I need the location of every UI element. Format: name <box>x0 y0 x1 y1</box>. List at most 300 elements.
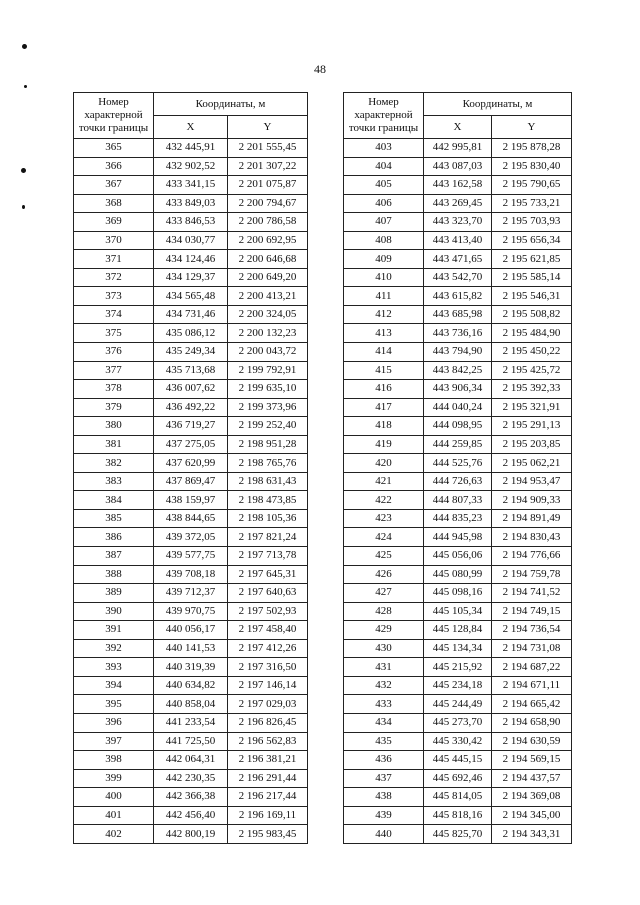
y-coordinate-cell: 2 197 640,63 <box>228 584 308 603</box>
x-coordinate-cell: 442 800,19 <box>154 825 228 844</box>
table-row <box>344 417 572 436</box>
y-coordinate-cell: 2 200 692,95 <box>228 231 308 250</box>
table-row <box>74 528 308 547</box>
table-row <box>74 398 308 417</box>
scan-speck <box>21 168 26 173</box>
table-row <box>344 509 572 528</box>
y-coordinate-cell: 2 194 671,11 <box>492 676 572 695</box>
point-number-cell: 392 <box>74 639 154 658</box>
y-coordinate-cell: 2 194 731,08 <box>492 639 572 658</box>
x-coordinate-cell: 438 159,97 <box>154 491 228 510</box>
y-coordinate-cell: 2 201 075,87 <box>228 176 308 195</box>
table-body-right <box>344 139 572 844</box>
table-row <box>344 732 572 751</box>
point-number-cell: 415 <box>344 361 424 380</box>
y-coordinate-cell: 2 197 821,24 <box>228 528 308 547</box>
x-coordinate-cell: 445 105,34 <box>424 602 492 621</box>
point-number-cell: 389 <box>74 584 154 603</box>
point-number-cell: 404 <box>344 157 424 176</box>
table-row <box>344 176 572 195</box>
point-number-cell: 410 <box>344 268 424 287</box>
y-coordinate-cell: 2 200 043,72 <box>228 343 308 362</box>
y-coordinate-cell: 2 194 437,57 <box>492 769 572 788</box>
x-coordinate-cell: 444 098,95 <box>424 417 492 436</box>
point-number-cell: 413 <box>344 324 424 343</box>
y-coordinate-cell: 2 194 658,90 <box>492 713 572 732</box>
point-number-cell: 426 <box>344 565 424 584</box>
point-number-cell: 419 <box>344 435 424 454</box>
point-number-cell: 439 <box>344 806 424 825</box>
y-coordinate-cell: 2 200 786,58 <box>228 213 308 232</box>
x-coordinate-cell: 443 615,82 <box>424 287 492 306</box>
x-coordinate-cell: 436 492,22 <box>154 398 228 417</box>
table-row <box>344 621 572 640</box>
point-number-cell: 411 <box>344 287 424 306</box>
x-coordinate-cell: 437 275,05 <box>154 435 228 454</box>
x-coordinate-cell: 445 215,92 <box>424 658 492 677</box>
point-number-cell: 375 <box>74 324 154 343</box>
table-row <box>344 361 572 380</box>
y-coordinate-cell: 2 194 343,31 <box>492 825 572 844</box>
x-coordinate-cell: 444 525,76 <box>424 454 492 473</box>
x-coordinate-cell: 442 995,81 <box>424 139 492 158</box>
point-number-cell: 420 <box>344 454 424 473</box>
scan-speck <box>22 205 25 209</box>
y-coordinate-cell: 2 196 291,44 <box>228 769 308 788</box>
table-row <box>74 194 308 213</box>
y-coordinate-cell: 2 200 794,67 <box>228 194 308 213</box>
y-coordinate-cell: 2 194 749,15 <box>492 602 572 621</box>
y-coordinate-cell: 2 194 345,00 <box>492 806 572 825</box>
y-coordinate-cell: 2 195 425,72 <box>492 361 572 380</box>
y-coordinate-cell: 2 195 484,90 <box>492 324 572 343</box>
point-number-cell: 406 <box>344 194 424 213</box>
point-number-cell: 378 <box>74 380 154 399</box>
x-coordinate-cell: 444 259,85 <box>424 435 492 454</box>
point-number-cell: 369 <box>74 213 154 232</box>
table-row <box>344 305 572 324</box>
table-row <box>74 547 308 566</box>
table-row <box>344 435 572 454</box>
point-number-cell: 394 <box>74 676 154 695</box>
table-row <box>344 658 572 677</box>
table-row <box>344 825 572 844</box>
x-coordinate-cell: 443 736,16 <box>424 324 492 343</box>
y-coordinate-cell: 2 198 765,76 <box>228 454 308 473</box>
point-number-cell: 405 <box>344 176 424 195</box>
point-number-cell: 381 <box>74 435 154 454</box>
y-coordinate-cell: 2 195 392,33 <box>492 380 572 399</box>
table-row <box>344 139 572 158</box>
x-coordinate-cell: 445 134,34 <box>424 639 492 658</box>
table-row <box>74 658 308 677</box>
table-row <box>344 454 572 473</box>
table-row <box>344 472 572 491</box>
table-row <box>344 380 572 399</box>
y-coordinate-cell: 2 199 792,91 <box>228 361 308 380</box>
x-coordinate-cell: 437 620,99 <box>154 454 228 473</box>
point-number-cell: 396 <box>74 713 154 732</box>
x-coordinate-cell: 444 040,24 <box>424 398 492 417</box>
y-coordinate-cell: 2 197 713,78 <box>228 547 308 566</box>
y-coordinate-cell: 2 195 321,91 <box>492 398 572 417</box>
y-coordinate-cell: 2 194 569,15 <box>492 751 572 770</box>
y-coordinate-cell: 2 195 546,31 <box>492 287 572 306</box>
point-number-cell: 432 <box>344 676 424 695</box>
table-row <box>344 806 572 825</box>
table-row <box>74 417 308 436</box>
y-coordinate-cell: 2 194 891,49 <box>492 509 572 528</box>
y-coordinate-cell: 2 201 307,22 <box>228 157 308 176</box>
y-coordinate-cell: 2 197 458,40 <box>228 621 308 640</box>
x-coordinate-cell: 435 086,12 <box>154 324 228 343</box>
table-row <box>74 584 308 603</box>
y-coordinate-cell: 2 200 324,05 <box>228 305 308 324</box>
point-number-cell: 401 <box>74 806 154 825</box>
y-coordinate-cell: 2 197 412,26 <box>228 639 308 658</box>
y-coordinate-cell: 2 195 203,85 <box>492 435 572 454</box>
page-number: 48 <box>314 62 326 76</box>
table-row <box>74 213 308 232</box>
table-row <box>344 695 572 714</box>
x-coordinate-cell: 445 244,49 <box>424 695 492 714</box>
table-row <box>74 565 308 584</box>
point-number-cell: 400 <box>74 788 154 807</box>
table-row <box>344 676 572 695</box>
point-number-cell: 383 <box>74 472 154 491</box>
y-coordinate-cell: 2 198 105,36 <box>228 509 308 528</box>
x-coordinate-cell: 434 565,48 <box>154 287 228 306</box>
table-row <box>74 751 308 770</box>
point-number-cell: 409 <box>344 250 424 269</box>
table-row <box>74 491 308 510</box>
x-coordinate-cell: 445 080,99 <box>424 565 492 584</box>
point-number-cell: 417 <box>344 398 424 417</box>
point-number-cell: 388 <box>74 565 154 584</box>
table-row <box>74 361 308 380</box>
table-row <box>344 788 572 807</box>
table-row <box>74 343 308 362</box>
table-row <box>344 751 572 770</box>
x-coordinate-cell: 443 162,58 <box>424 176 492 195</box>
y-coordinate-cell: 2 197 502,93 <box>228 602 308 621</box>
y-coordinate-cell: 2 194 369,08 <box>492 788 572 807</box>
y-coordinate-cell: 2 195 062,21 <box>492 454 572 473</box>
table-row <box>74 639 308 658</box>
y-coordinate-cell: 2 195 585,14 <box>492 268 572 287</box>
point-number-cell: 395 <box>74 695 154 714</box>
point-number-cell: 367 <box>74 176 154 195</box>
table-row <box>74 509 308 528</box>
x-coordinate-cell: 445 056,06 <box>424 547 492 566</box>
table-body-left <box>74 139 308 844</box>
x-coordinate-cell: 445 825,70 <box>424 825 492 844</box>
table-row <box>344 565 572 584</box>
x-coordinate-cell: 445 128,84 <box>424 621 492 640</box>
y-coordinate-cell: 2 200 413,21 <box>228 287 308 306</box>
y-coordinate-cell: 2 197 645,31 <box>228 565 308 584</box>
point-number-cell: 435 <box>344 732 424 751</box>
x-coordinate-cell: 445 273,70 <box>424 713 492 732</box>
table-row <box>74 287 308 306</box>
point-number-cell: 407 <box>344 213 424 232</box>
point-number-cell: 436 <box>344 751 424 770</box>
x-coordinate-cell: 440 858,04 <box>154 695 228 714</box>
x-coordinate-cell: 443 323,70 <box>424 213 492 232</box>
header-coordinates: Координаты, м <box>424 93 572 116</box>
y-coordinate-cell: 2 195 508,82 <box>492 305 572 324</box>
x-coordinate-cell: 432 902,52 <box>154 157 228 176</box>
y-coordinate-cell: 2 194 741,52 <box>492 584 572 603</box>
x-coordinate-cell: 442 230,35 <box>154 769 228 788</box>
point-number-cell: 376 <box>74 343 154 362</box>
table-row <box>74 435 308 454</box>
point-number-cell: 412 <box>344 305 424 324</box>
table-row <box>344 769 572 788</box>
coordinates-table-right <box>343 92 572 844</box>
table-row <box>74 231 308 250</box>
x-coordinate-cell: 442 456,40 <box>154 806 228 825</box>
y-coordinate-cell: 2 194 909,33 <box>492 491 572 510</box>
x-coordinate-cell: 445 098,16 <box>424 584 492 603</box>
y-coordinate-cell: 2 194 830,43 <box>492 528 572 547</box>
y-coordinate-cell: 2 200 646,68 <box>228 250 308 269</box>
x-coordinate-cell: 442 366,38 <box>154 788 228 807</box>
table-row <box>74 788 308 807</box>
point-number-cell: 391 <box>74 621 154 640</box>
header-y: Y <box>492 116 572 139</box>
table-row <box>74 250 308 269</box>
table-row <box>74 676 308 695</box>
table-row <box>344 268 572 287</box>
x-coordinate-cell: 439 970,75 <box>154 602 228 621</box>
x-coordinate-cell: 442 064,31 <box>154 751 228 770</box>
x-coordinate-cell: 437 869,47 <box>154 472 228 491</box>
point-number-cell: 398 <box>74 751 154 770</box>
point-number-cell: 366 <box>74 157 154 176</box>
x-coordinate-cell: 443 471,65 <box>424 250 492 269</box>
x-coordinate-cell: 439 712,37 <box>154 584 228 603</box>
point-number-cell: 427 <box>344 584 424 603</box>
point-number-cell: 385 <box>74 509 154 528</box>
table-row <box>344 528 572 547</box>
header-y: Y <box>228 116 308 139</box>
x-coordinate-cell: 434 124,46 <box>154 250 228 269</box>
table-row <box>74 732 308 751</box>
x-coordinate-cell: 445 234,18 <box>424 676 492 695</box>
y-coordinate-cell: 2 198 473,85 <box>228 491 308 510</box>
coordinates-table-left <box>73 92 308 844</box>
point-number-cell: 387 <box>74 547 154 566</box>
x-coordinate-cell: 435 713,68 <box>154 361 228 380</box>
point-number-cell: 418 <box>344 417 424 436</box>
table-row <box>344 547 572 566</box>
point-number-cell: 431 <box>344 658 424 677</box>
table-row <box>74 825 308 844</box>
point-number-cell: 440 <box>344 825 424 844</box>
y-coordinate-cell: 2 200 649,20 <box>228 268 308 287</box>
point-number-cell: 390 <box>74 602 154 621</box>
y-coordinate-cell: 2 194 736,54 <box>492 621 572 640</box>
header-x: X <box>154 116 228 139</box>
x-coordinate-cell: 445 330,42 <box>424 732 492 751</box>
y-coordinate-cell: 2 196 381,21 <box>228 751 308 770</box>
table-row <box>344 584 572 603</box>
x-coordinate-cell: 441 233,54 <box>154 713 228 732</box>
point-number-cell: 414 <box>344 343 424 362</box>
table-row <box>344 491 572 510</box>
point-number-cell: 425 <box>344 547 424 566</box>
table-row <box>344 602 572 621</box>
x-coordinate-cell: 444 726,63 <box>424 472 492 491</box>
y-coordinate-cell: 2 195 703,93 <box>492 213 572 232</box>
x-coordinate-cell: 443 685,98 <box>424 305 492 324</box>
x-coordinate-cell: 439 372,05 <box>154 528 228 547</box>
y-coordinate-cell: 2 195 733,21 <box>492 194 572 213</box>
point-number-cell: 374 <box>74 305 154 324</box>
x-coordinate-cell: 445 692,46 <box>424 769 492 788</box>
point-number-cell: 379 <box>74 398 154 417</box>
y-coordinate-cell: 2 196 217,44 <box>228 788 308 807</box>
table-row <box>344 343 572 362</box>
x-coordinate-cell: 432 445,91 <box>154 139 228 158</box>
y-coordinate-cell: 2 195 656,34 <box>492 231 572 250</box>
x-coordinate-cell: 444 945,98 <box>424 528 492 547</box>
y-coordinate-cell: 2 195 291,13 <box>492 417 572 436</box>
table-row <box>344 398 572 417</box>
y-coordinate-cell: 2 201 555,45 <box>228 139 308 158</box>
table-row <box>74 806 308 825</box>
point-number-cell: 424 <box>344 528 424 547</box>
x-coordinate-cell: 434 731,46 <box>154 305 228 324</box>
y-coordinate-cell: 2 200 132,23 <box>228 324 308 343</box>
table-row <box>74 176 308 195</box>
x-coordinate-cell: 441 725,50 <box>154 732 228 751</box>
y-coordinate-cell: 2 196 562,83 <box>228 732 308 751</box>
point-number-cell: 382 <box>74 454 154 473</box>
x-coordinate-cell: 440 141,53 <box>154 639 228 658</box>
point-number-cell: 403 <box>344 139 424 158</box>
table-row <box>344 157 572 176</box>
point-number-cell: 393 <box>74 658 154 677</box>
y-coordinate-cell: 2 195 790,65 <box>492 176 572 195</box>
point-number-cell: 365 <box>74 139 154 158</box>
x-coordinate-cell: 439 577,75 <box>154 547 228 566</box>
y-coordinate-cell: 2 197 316,50 <box>228 658 308 677</box>
y-coordinate-cell: 2 196 826,45 <box>228 713 308 732</box>
point-number-cell: 368 <box>74 194 154 213</box>
point-number-cell: 402 <box>74 825 154 844</box>
x-coordinate-cell: 433 849,03 <box>154 194 228 213</box>
table-row <box>344 287 572 306</box>
x-coordinate-cell: 444 835,23 <box>424 509 492 528</box>
table-row <box>74 621 308 640</box>
x-coordinate-cell: 433 341,15 <box>154 176 228 195</box>
y-coordinate-cell: 2 197 146,14 <box>228 676 308 695</box>
x-coordinate-cell: 440 634,82 <box>154 676 228 695</box>
header-coordinates: Координаты, м <box>154 93 308 116</box>
point-number-cell: 399 <box>74 769 154 788</box>
y-coordinate-cell: 2 195 983,45 <box>228 825 308 844</box>
x-coordinate-cell: 443 542,70 <box>424 268 492 287</box>
table-row <box>74 769 308 788</box>
x-coordinate-cell: 436 007,62 <box>154 380 228 399</box>
x-coordinate-cell: 433 846,53 <box>154 213 228 232</box>
table-row <box>344 231 572 250</box>
table-row <box>344 324 572 343</box>
point-number-cell: 384 <box>74 491 154 510</box>
x-coordinate-cell: 444 807,33 <box>424 491 492 510</box>
x-coordinate-cell: 443 413,40 <box>424 231 492 250</box>
table-row <box>74 602 308 621</box>
x-coordinate-cell: 443 842,25 <box>424 361 492 380</box>
x-coordinate-cell: 434 030,77 <box>154 231 228 250</box>
point-number-cell: 437 <box>344 769 424 788</box>
x-coordinate-cell: 443 087,03 <box>424 157 492 176</box>
table-row <box>74 695 308 714</box>
y-coordinate-cell: 2 199 373,96 <box>228 398 308 417</box>
y-coordinate-cell: 2 195 830,40 <box>492 157 572 176</box>
y-coordinate-cell: 2 194 687,22 <box>492 658 572 677</box>
x-coordinate-cell: 445 445,15 <box>424 751 492 770</box>
y-coordinate-cell: 2 194 953,47 <box>492 472 572 491</box>
table-row <box>74 157 308 176</box>
table-row <box>74 139 308 158</box>
point-number-cell: 372 <box>74 268 154 287</box>
point-number-cell: 434 <box>344 713 424 732</box>
x-coordinate-cell: 438 844,65 <box>154 509 228 528</box>
header-x: X <box>424 116 492 139</box>
x-coordinate-cell: 436 719,27 <box>154 417 228 436</box>
point-number-cell: 397 <box>74 732 154 751</box>
table-row <box>74 324 308 343</box>
table-row <box>74 380 308 399</box>
header-point-number: Номер характерной точки границы <box>74 93 154 139</box>
y-coordinate-cell: 2 194 776,66 <box>492 547 572 566</box>
y-coordinate-cell: 2 197 029,03 <box>228 695 308 714</box>
table-row <box>344 194 572 213</box>
x-coordinate-cell: 440 056,17 <box>154 621 228 640</box>
y-coordinate-cell: 2 195 621,85 <box>492 250 572 269</box>
point-number-cell: 416 <box>344 380 424 399</box>
point-number-cell: 421 <box>344 472 424 491</box>
y-coordinate-cell: 2 194 759,78 <box>492 565 572 584</box>
y-coordinate-cell: 2 195 450,22 <box>492 343 572 362</box>
point-number-cell: 438 <box>344 788 424 807</box>
x-coordinate-cell: 443 794,90 <box>424 343 492 362</box>
y-coordinate-cell: 2 194 630,59 <box>492 732 572 751</box>
table-row <box>74 472 308 491</box>
table-row <box>74 305 308 324</box>
point-number-cell: 429 <box>344 621 424 640</box>
x-coordinate-cell: 443 269,45 <box>424 194 492 213</box>
y-coordinate-cell: 2 196 169,11 <box>228 806 308 825</box>
point-number-cell: 433 <box>344 695 424 714</box>
y-coordinate-cell: 2 198 631,43 <box>228 472 308 491</box>
point-number-cell: 380 <box>74 417 154 436</box>
y-coordinate-cell: 2 195 878,28 <box>492 139 572 158</box>
x-coordinate-cell: 440 319,39 <box>154 658 228 677</box>
table-row <box>344 639 572 658</box>
point-number-cell: 377 <box>74 361 154 380</box>
point-number-cell: 370 <box>74 231 154 250</box>
x-coordinate-cell: 435 249,34 <box>154 343 228 362</box>
point-number-cell: 422 <box>344 491 424 510</box>
table-row <box>344 713 572 732</box>
table-row <box>74 268 308 287</box>
point-number-cell: 386 <box>74 528 154 547</box>
y-coordinate-cell: 2 199 635,10 <box>228 380 308 399</box>
